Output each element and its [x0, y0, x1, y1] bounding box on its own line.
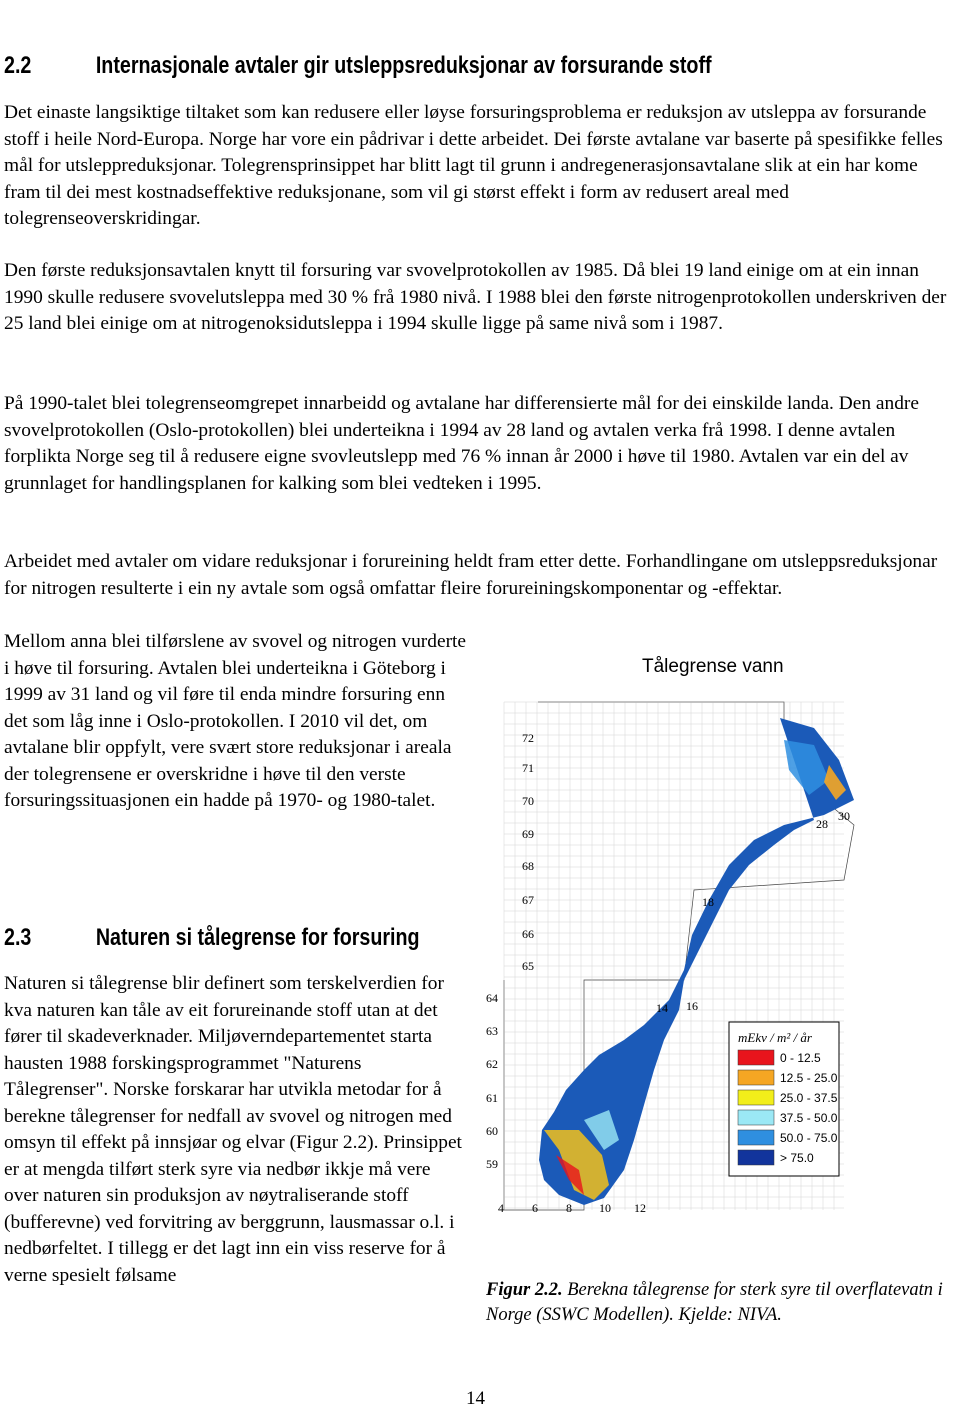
paragraph-1: Det einaste langsiktige tiltaket som kan redusere eller løyse forsuringsproblema er reduksjon av utsleppa av forsurande stoff i heile Nord-Europa. Norge har vore ein pådrivar i dette arbeidet. Dei første avtalane var baserte på spesifikke felles mål for utsleppreduksjonar. Tolegrensprinsippet har blitt lagt til grunn i andregenerasjonsavtalane slik at ein har kome fram til dei mest kostnadseffektive reduksjonane, som vil gi størst effekt i form av redusert areal med tolegrenseoverskridingar. — [4, 102, 943, 229]
paragraph-3: På 1990-talet blei tolegrenseomgrepet innarbeidd og avtalane har differensierte mål for dei einskilde landa. Den andre svovelprotokollen (Oslo-protokollen) blei underteikna i 1994 av 28 land og avtalen verka frå 1998. I denne avtalen forplikta Norge seg til å redusere eigne svovleutslepp med 76 % innan år 2000 i høve til 1980. Avtalen var ein del av grunnlaget for handlingsplanen for kalking som blei vedteken i 1995. — [4, 393, 919, 494]
caption-label: Figur 2.2. — [486, 1280, 563, 1300]
lon-label: 28 — [816, 817, 828, 831]
lat-label: 69 — [522, 827, 534, 841]
paragraph-4: Arbeidet med avtaler om vidare reduksjonar i forureining heldt fram etter dette. Forhandlingane om utsleppsreduksjonar for nitrogen resulterte i ein ny avtale som også omfattar fleire forureiningskomponentar og -effektar. — [4, 551, 938, 599]
paragraph-2: Den første reduksjonsavtalen knytt til forsuring var svovelprotokollen av 1985. Då blei 19 land einige om at ein innan 1990 skulle redusere svovelutsleppa med 30 % frå 1980 nivå. I 1988 blei den første nitrogenprotokollen underskriven der 25 land blei einige om at nitrogenoksidutsleppa i 1994 skulle ligge på same nivå som i 1987. — [4, 260, 947, 334]
lat-label: 65 — [522, 959, 534, 973]
legend-swatch — [738, 1150, 774, 1165]
lat-label: 60 — [486, 1124, 498, 1138]
map-legend — [729, 1022, 839, 1176]
lon-label: 6 — [532, 1201, 538, 1215]
section-number: 2.3 — [4, 924, 32, 951]
legend-label: 50.0 - 75.0 — [780, 1131, 838, 1145]
paragraph-5: Mellom anna blei tilførslene av svovel og nitrogen vurderte i høve til forsuring. Avtalen blei underteikna i Göteborg i 1999 av 31 land og vil føre til enda mindre forsuring enn det som låg inne i Oslo-protokollen. I 2010 vil det, om avtalane blir oppfylt, vere svært store reduksjonar i areala der tolegrensene er overskridne i høve til den verste forsuringssituasjonen ein hadde på 1970- og 1980-talet. — [4, 631, 467, 811]
legend-swatch — [738, 1050, 774, 1065]
section-heading-2-3 — [4, 924, 420, 952]
lon-label: 18 — [702, 895, 714, 909]
lon-label: 16 — [686, 999, 698, 1013]
legend-label: > 75.0 — [780, 1151, 814, 1165]
lat-label: 62 — [486, 1057, 498, 1071]
legend-label: 0 - 12.5 — [780, 1051, 821, 1065]
section-number: 2.2 — [4, 52, 32, 79]
legend-label: 25.0 - 37.5 — [780, 1091, 838, 1105]
section-title: Naturen si tålegrense for forsuring — [95, 924, 420, 951]
lat-label: 72 — [522, 731, 534, 745]
legend-title: mEkv / m² / år — [738, 1030, 812, 1045]
legend-swatch — [738, 1110, 774, 1125]
legend-swatch — [738, 1130, 774, 1145]
paragraph-6: Naturen si tålegrense blir definert som terskelverdien for kva naturen kan tåle av eit forureinande stoff utan at det fører til skadeverknader. Miljøverndepartementet starta hausten 1988 forskingsprogrammet "Naturens Tålegrenser". Norske forskarar har utvikla metodar for å berekne tålegrenser for nedfall av svovel og nitrogen med omsyn til effekt på innsjøar og elvar (Figur 2.2). Prinsippet er at mengda tilført sterk syre via nedbør ikkje må vere over naturen sin produksjon av nøytraliserande stoff (bufferevne) ved forvitring av berggrunn, lausmassar o.l. i nedbørfeltet. I tillegg er det lagt inn ein viss reserve for å verne spesielt følsame — [4, 973, 462, 1286]
lat-label: 67 — [522, 893, 534, 907]
lon-label: 12 — [634, 1201, 646, 1215]
lat-label: 71 — [522, 761, 534, 775]
lon-label: 30 — [838, 809, 850, 823]
figure-caption — [486, 1278, 946, 1328]
legend-swatch — [738, 1090, 774, 1105]
lat-label: 63 — [486, 1024, 498, 1038]
lon-label: 14 — [656, 1001, 668, 1015]
section-heading-2-2 — [4, 52, 712, 80]
lat-label: 68 — [522, 859, 534, 873]
lat-label: 70 — [522, 794, 534, 808]
lon-label: 8 — [566, 1201, 572, 1215]
legend-swatch — [738, 1070, 774, 1085]
page-number: 14 — [466, 1388, 485, 1409]
section-title: Internasjonale avtaler gir utsleppsreduksjonar av forsurande stoff — [95, 52, 712, 79]
lat-label: 64 — [486, 991, 498, 1005]
lat-label: 66 — [522, 927, 534, 941]
lat-label: 59 — [486, 1157, 498, 1171]
lon-label: 10 — [599, 1201, 611, 1215]
lon-label: 4 — [498, 1201, 504, 1215]
map-title: Tålegrense vann — [642, 656, 784, 677]
legend-label: 37.5 - 50.0 — [780, 1111, 838, 1125]
caption-text: Berekna tålegrense for sterk syre til overflatevatn i Norge (SSWC Modellen). Kjelde: NIVA. — [486, 1280, 943, 1325]
lat-label: 61 — [486, 1091, 498, 1105]
legend-label: 12.5 - 25.0 — [780, 1071, 838, 1085]
tolerance-map-figure — [484, 650, 954, 1230]
